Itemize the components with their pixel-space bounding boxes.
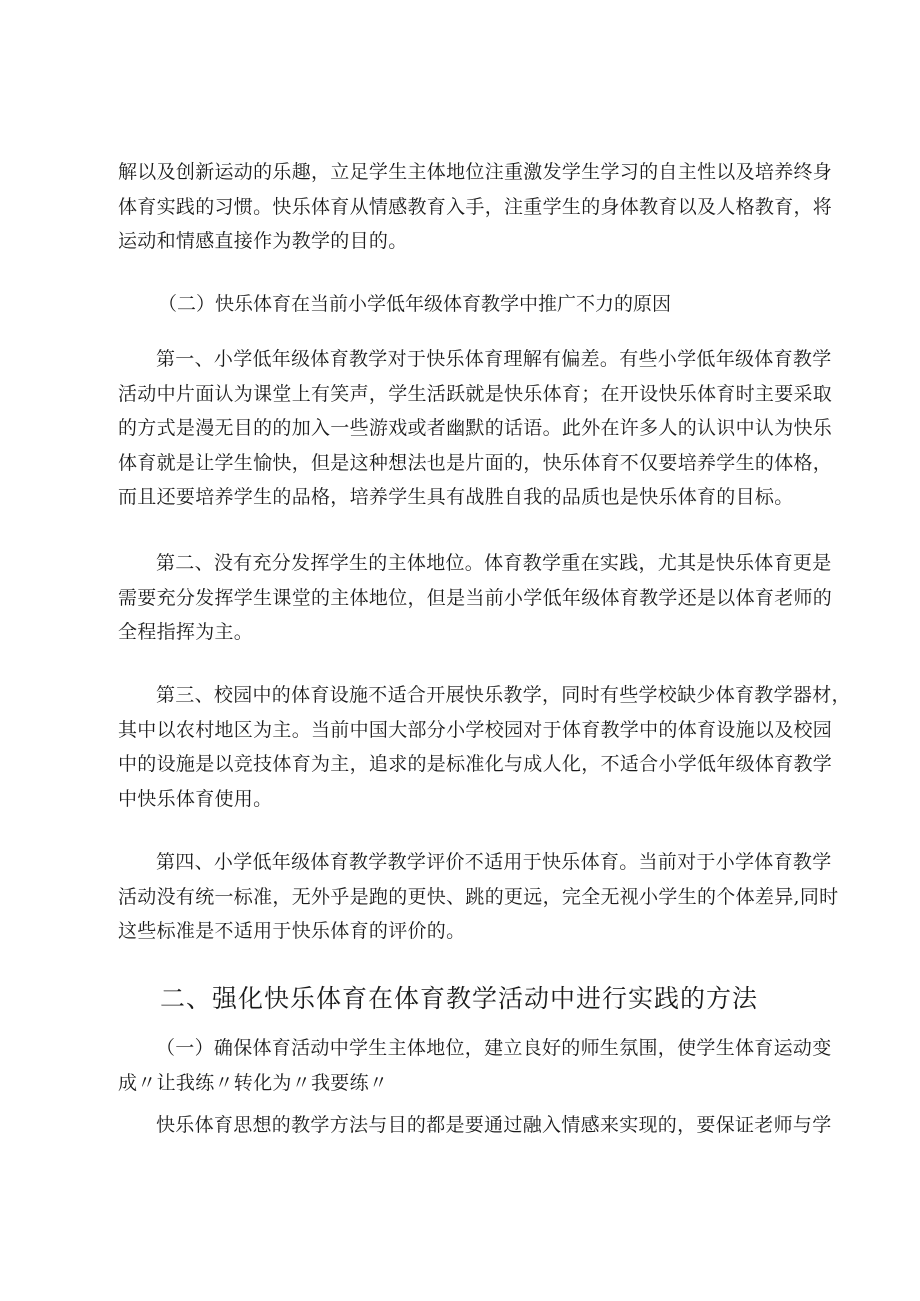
text-line: 而且还要培养学生的品格，培养学生具有战胜自我的品质也是快乐体育的目标。 bbox=[118, 486, 794, 508]
text-line: 的方式是漫无目的的加入一些游戏或者幽默的话语。此外在许多人的认识中认为快乐 bbox=[118, 417, 833, 439]
closing-paragraph bbox=[118, 1108, 832, 1143]
reason-paragraph-4 bbox=[118, 845, 839, 949]
intro-paragraph bbox=[118, 155, 833, 259]
text-line: 中的设施是以竞技体育为主，追求的是标准化与成人化，不适合小学低年级体育教学 bbox=[118, 753, 833, 775]
text-line: 活动没有统一标准，无外乎是跑的更快、跳的更远，完全无视小学生的个体差异,同时 bbox=[118, 885, 839, 908]
text-line: 成〃让我练〃转化为〃我要练〃 bbox=[118, 1071, 389, 1094]
text-line: 快乐体育思想的教学方法与目的都是要通过融入情感来实现的，要保证老师与学 bbox=[156, 1114, 832, 1136]
reason-paragraph-2 bbox=[118, 546, 833, 650]
text-line: 第四、小学低年级体育教学教学评价不适用于快乐体育。当前对于小学体育教学 bbox=[156, 851, 832, 873]
text-line: 体育就是让学生愉快，但是这种想法也是片面的，快乐体育不仅要培养学生的体格， bbox=[118, 451, 833, 474]
subheading-student-subject bbox=[118, 1031, 832, 1100]
text-line: 第三、校园中的体育设施不适合开展快乐教学，同时有些学校缺少体育教学器材， bbox=[156, 684, 851, 706]
text-line: 第二、没有充分发挥学生的主体地位。体育教学重在实践，尤其是快乐体育更是 bbox=[156, 552, 832, 574]
reason-paragraph-1 bbox=[118, 342, 833, 515]
reason-paragraph-3 bbox=[118, 678, 851, 816]
text-line: 这些标准是不适用于快乐体育的评价的。 bbox=[118, 920, 466, 942]
text-line: 需要充分发挥学生课堂的主体地位，但是当前小学低年级体育教学还是以体育老师的 bbox=[118, 586, 833, 609]
text-line: 体育实践的习惯。快乐体育从情感教育入手，注重学生的身体教育以及人格教育，将 bbox=[118, 195, 833, 218]
text-line: 全程指挥为主。 bbox=[118, 621, 254, 643]
section-heading-methods: 二、强化快乐体育在体育教学活动中进行实践的方法 bbox=[160, 984, 759, 1013]
text-line: （一）确保体育活动中学生主体地位，建立良好的师生氛围，使学生体育运动变 bbox=[156, 1037, 832, 1059]
text-line: 运动和情感直接作为教学的目的。 bbox=[118, 230, 408, 252]
text-line: 第一、小学低年级体育教学对于快乐体育理解有偏差。有些小学低年级体育教学 bbox=[156, 348, 832, 370]
text-line: 中快乐体育使用。 bbox=[118, 787, 273, 810]
text-line: 解以及创新运动的乐趣，立足学生主体地位注重激发学生学习的自主性以及培养终身 bbox=[118, 161, 833, 183]
text-line: 其中以农村地区为主。当前中国大部分小学校园对于体育教学中的体育设施以及校园 bbox=[118, 718, 833, 741]
text-line: 活动中片面认为课堂上有笑声，学生活跃就是快乐体育；在开设快乐体育时主要采取 bbox=[118, 382, 833, 405]
subheading-promotion-reasons: （二）快乐体育在当前小学低年级体育教学中推广不力的原因 bbox=[158, 293, 672, 315]
